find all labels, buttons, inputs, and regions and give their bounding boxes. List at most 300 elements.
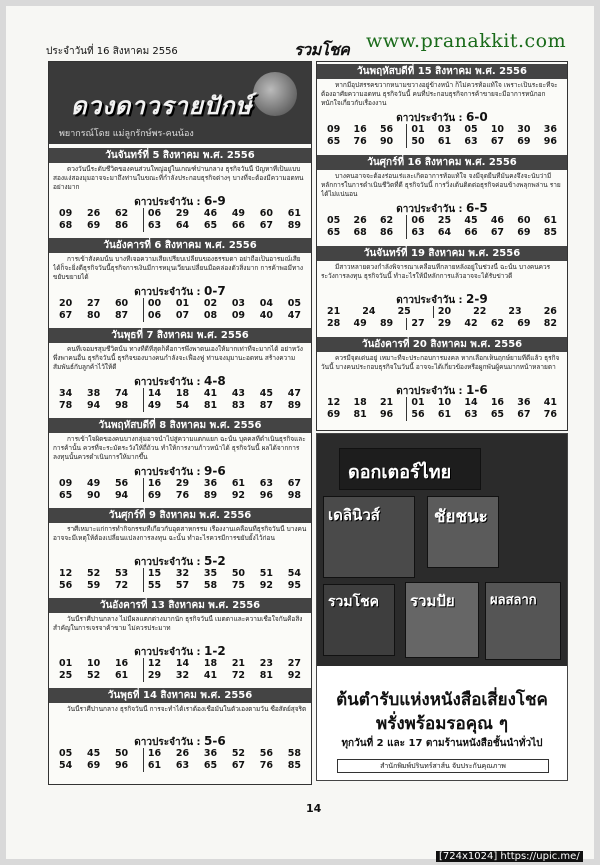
lucky-number: 29: [175, 208, 190, 219]
lucky-number: 12: [327, 397, 341, 408]
day-heading: วันศุกร์ที่ 9 สิงหาคม พ.ศ. 2556: [49, 508, 311, 523]
site-url[interactable]: www.pranakkit.com: [366, 30, 567, 52]
lucky-number: 01: [406, 124, 424, 136]
lucky-number: 10: [86, 658, 101, 669]
lucky-label: ดาวประจำวัน :: [134, 467, 201, 478]
lucky-number: 07: [175, 310, 190, 321]
lucky-number: 67: [59, 310, 73, 321]
lucky-number: 69: [517, 227, 531, 238]
lucky-number: 62: [114, 208, 129, 219]
lucky-number: 09: [231, 310, 246, 321]
magazine-cover: [323, 496, 415, 578]
forecast-text: การเข้าใจผิดของคนบางกลุ่มอาจนำไปสู่ความแตกแยก ฉะนั้น บุคคลที่ดำเนินธุรกิจและการค้านั้น ควรที่จะระมัดระวังให้ถี่ถ้วน ทำให้การงานก้าวหน้าได้ ธุรกิจวันนี้ ผลได้จากการลงทุนนั้นควรดำเนินการให้มากขึ้น: [53, 435, 306, 461]
lucky-number: 47: [287, 388, 301, 399]
lucky-number: 24: [362, 306, 376, 317]
lucky-number: 62: [490, 318, 505, 329]
lucky-number: 94: [114, 490, 129, 501]
lucky-number: 41: [203, 388, 218, 399]
number-row: [59, 208, 301, 220]
lucky-number: 54: [175, 400, 190, 411]
page-number: 14: [306, 802, 322, 815]
lucky-number: 65: [203, 760, 218, 771]
number-row: [59, 670, 301, 682]
left-column: [48, 61, 312, 785]
lucky-number: 27: [287, 658, 301, 669]
forecast-text: วันนี้ราศีปานกลาง ธุรกิจวันนี้ การจะทำได้เราต้องเชื่อมั่นในตัวเองตามวัน ซื่อสัตย์สุจริต: [67, 705, 307, 713]
lucky-number: 09: [59, 478, 73, 489]
lucky-number: 50: [406, 136, 424, 148]
lucky-number: 36: [203, 478, 218, 489]
lucky-number: 25: [437, 215, 452, 226]
lucky-number: 18: [353, 397, 367, 408]
lucky-number: 89: [287, 220, 301, 231]
lucky-number: 61: [231, 478, 246, 489]
lucky-number: 66: [464, 227, 478, 238]
lucky-number: 32: [175, 670, 190, 681]
lucky-number: 86: [379, 227, 394, 238]
lucky-number: 68: [59, 220, 73, 231]
number-row: [59, 478, 301, 490]
lucky-number: 00: [143, 298, 161, 310]
lucky-number: 15: [143, 568, 161, 580]
lucky-number: 36: [543, 124, 557, 135]
lucky-number: 96: [114, 760, 129, 771]
lucky-number: 60: [517, 215, 531, 226]
day-heading: วันพุธที่ 14 สิงหาคม พ.ศ. 2556: [49, 688, 311, 703]
right-column: [316, 61, 568, 431]
number-grid: [327, 215, 557, 239]
lucky-number: 75: [231, 580, 246, 591]
magazine-title: ชัยชนะ: [434, 507, 488, 527]
lucky-number: 10: [437, 397, 452, 408]
banner-subtitle: พยากรณ์โดย แม่ลูกรักษ์พร-คนน้อง: [59, 129, 194, 139]
lucky-number: 76: [259, 760, 274, 771]
forecast-text: ควรมีจุดเด่นอยู่ เหมาะที่จะประกอบการมงคล หากเลือกเห็นฤกษ์ยามที่ดีแล้ว ธุรกิจวันนี้ บางคนประกอบธุรกิจในวันนี้ อาจจะได้เกี่ยวข้องหรือผูกพันผู้คนมากหน้าหลายตา: [321, 354, 560, 371]
ad-days: ทุกวันที่ 2 และ 17 ตามร้านหนังสือชั้นนำทั่วไป: [341, 738, 543, 749]
lucky-number: 25: [397, 306, 411, 317]
lucky-number: 76: [543, 409, 557, 420]
lucky-value: 6-0: [466, 110, 488, 124]
lucky-number: 81: [203, 400, 218, 411]
lucky-number: 45: [464, 215, 478, 226]
lucky-number: 49: [143, 400, 161, 412]
lucky-number: 85: [287, 760, 301, 771]
number-row: [327, 136, 557, 148]
magazine-cover: [485, 582, 561, 660]
lucky-number: 16: [353, 124, 367, 135]
lucky-label: ดาวประจำวัน :: [134, 647, 201, 658]
lucky-number: 53: [114, 568, 129, 579]
lucky-value: 9-6: [204, 464, 226, 478]
lucky-number: 40: [259, 310, 274, 321]
forecast-text: การเข้าสังคมนั้น บางทีเจอความเสียเปรียบเปลี่ยนของธรรมดา อย่าถือเป็นอารมณ์เสียได้ก็จะยิ่งดีธุรกิจวันนี้ธุรกิจการเงินมีการหมุนเวียนเปลี่ยนมือคล่องตัวสิ่งมาก การค้าพอมีทางขยับขยายได้: [53, 255, 304, 281]
lucky-number: 49: [231, 208, 246, 219]
lucky-number: 80: [86, 310, 101, 321]
brand-name: รวมโชค: [294, 40, 350, 59]
lucky-number: 59: [86, 580, 101, 591]
lucky-number: 36: [517, 397, 531, 408]
lucky-number: 63: [259, 478, 274, 489]
lucky-value: 4-8: [204, 374, 226, 388]
lucky-number: 67: [490, 136, 505, 147]
lucky-number: 57: [175, 580, 190, 591]
number-row: [59, 568, 301, 580]
number-grid: [327, 124, 557, 148]
lucky-number: 58: [203, 580, 218, 591]
lucky-number: 64: [437, 227, 452, 238]
lucky-number: 52: [86, 568, 101, 579]
lucky-number: 65: [203, 220, 218, 231]
lucky-number: 03: [231, 298, 246, 309]
day-heading: วันจันทร์ที่ 19 สิงหาคม พ.ศ. 2556: [317, 246, 567, 261]
number-row: [327, 409, 557, 421]
lucky-number: 05: [287, 298, 301, 309]
newspaper-page: [6, 6, 594, 859]
lucky-number: 16: [114, 658, 129, 669]
lucky-value: 2-9: [466, 292, 488, 306]
lucky-value: 6-9: [204, 194, 226, 208]
lucky-number: 81: [353, 409, 367, 420]
lucky-number: 69: [517, 318, 531, 329]
lucky-number: 89: [203, 490, 218, 501]
lucky-number: 36: [203, 748, 218, 759]
number-grid: [59, 658, 301, 682]
lucky-number: 65: [327, 227, 341, 238]
lucky-number: 05: [327, 215, 341, 226]
lucky-number: 34: [59, 388, 73, 399]
number-row: [59, 220, 301, 232]
lucky-value: 1-6: [466, 383, 488, 397]
number-row: [59, 760, 301, 772]
lucky-value: 1-2: [204, 644, 226, 658]
ad-headline: ต้นตำรับแห่งหนังสือเสี่ยงโชค: [336, 690, 548, 710]
lucky-number: 04: [259, 298, 274, 309]
forecast-text: บางคนอาจจะต้องร่อนเร่และเกิดอาการท้อแท้ใจ จงมีจุดยืนที่มั่นคงจึงจะนับว่ามีหลักการในการดำเนินชีวิตที่ดี ธุรกิจวันนี้ การวิ่งเต้นติดต่อธุรกิจค่อนข้างพลุกพล่าน รายได้ไม่แน่นอน: [321, 172, 561, 198]
lucky-label: ดาวประจำวัน :: [134, 287, 201, 298]
lucky-number: 20: [433, 306, 451, 318]
lucky-number: 69: [517, 136, 531, 147]
lucky-number: 69: [86, 220, 101, 231]
lucky-label: ดาวประจำวัน :: [396, 113, 463, 124]
lucky-number: 87: [114, 310, 129, 321]
lucky-number: 61: [437, 136, 452, 147]
lucky-number: 56: [379, 124, 394, 135]
lucky-number: 63: [175, 760, 190, 771]
lucky-number: 67: [231, 760, 246, 771]
number-row: [59, 388, 301, 400]
lucky-label: ดาวประจำวัน :: [396, 204, 463, 215]
lucky-number: 67: [517, 409, 531, 420]
lucky-number: 67: [287, 478, 301, 489]
lucky-number: 26: [543, 306, 557, 317]
lucky-number: 29: [175, 478, 190, 489]
number-grid: [59, 568, 301, 592]
lucky-number: 25: [59, 670, 73, 681]
lucky-number: 69: [86, 760, 101, 771]
lucky-number: 69: [327, 409, 341, 420]
lucky-number: 01: [59, 658, 73, 669]
lucky-number: 76: [353, 136, 367, 147]
magazine-title: ผลสลาก: [490, 593, 537, 608]
number-row: [327, 318, 557, 330]
lucky-number: 65: [59, 490, 73, 501]
number-row: [59, 490, 301, 502]
lucky-number: 29: [437, 318, 452, 329]
lucky-number: 21: [231, 658, 246, 669]
lucky-number: 92: [287, 670, 301, 681]
day-heading: วันพฤหัสบดีที่ 15 สิงหาคม พ.ศ. 2556: [317, 64, 567, 79]
lucky-number: 98: [287, 490, 301, 501]
lucky-number: 22: [473, 306, 487, 317]
lucky-number: 56: [114, 478, 129, 489]
lucky-number: 12: [143, 658, 161, 670]
lucky-number: 89: [379, 318, 394, 329]
lucky-label: ดาวประจำวัน :: [134, 377, 201, 388]
lucky-number: 46: [490, 215, 505, 226]
lucky-number: 56: [259, 748, 274, 759]
lucky-number: 06: [143, 310, 161, 322]
lucky-number: 81: [259, 670, 274, 681]
lucky-number: 72: [231, 670, 246, 681]
magazine-cover: [323, 584, 395, 656]
day-heading: วันอังคารที่ 6 สิงหาคม พ.ศ. 2556: [49, 238, 311, 253]
lucky-number: 63: [143, 220, 161, 232]
lucky-number: 28: [327, 318, 341, 329]
number-grid: [327, 306, 557, 330]
number-grid: [327, 397, 557, 421]
lucky-label: ดาวประจำวัน :: [396, 386, 463, 397]
lucky-number: 30: [517, 124, 531, 135]
lucky-number: 21: [379, 397, 394, 408]
number-row: [59, 310, 301, 322]
horoscope-banner: [49, 62, 311, 144]
lucky-number: 56: [59, 580, 73, 591]
lucky-label: ดาวประจำวัน :: [396, 295, 463, 306]
lucky-number: 94: [86, 400, 101, 411]
planet-icon: [253, 72, 297, 116]
lucky-number: 83: [231, 400, 246, 411]
lucky-number: 72: [114, 580, 129, 591]
lucky-number: 62: [379, 215, 394, 226]
lucky-number: 41: [203, 670, 218, 681]
number-grid: [59, 748, 301, 772]
lucky-number: 54: [59, 760, 73, 771]
lucky-number: 67: [490, 227, 505, 238]
lucky-number: 23: [508, 306, 522, 317]
lucky-number: 43: [231, 388, 246, 399]
issue-date: ประจำวันที่ 16 สิงหาคม 2556: [46, 46, 178, 57]
lucky-number: 03: [437, 124, 452, 135]
lucky-number: 29: [143, 670, 161, 682]
magazine-title: รวมโชค: [328, 594, 379, 610]
lucky-number: 16: [490, 397, 505, 408]
lucky-number: 45: [259, 388, 274, 399]
lucky-label: ดาวประจำวัน :: [134, 737, 201, 748]
lucky-number: 14: [175, 658, 190, 669]
lucky-number: 49: [353, 318, 367, 329]
lucky-number: 78: [59, 400, 73, 411]
lucky-value: 5-2: [204, 554, 226, 568]
magazine-cover: [427, 496, 499, 568]
lucky-number: 42: [464, 318, 478, 329]
day-heading: วันจันทร์ที่ 5 สิงหาคม พ.ศ. 2556: [49, 148, 311, 163]
magazine-cover: [405, 582, 479, 658]
magazine-title: เดลินิวส์: [328, 506, 380, 524]
lucky-number: 63: [464, 409, 478, 420]
lucky-number: 90: [379, 136, 394, 147]
lucky-number: 50: [231, 568, 246, 579]
number-row: [327, 397, 557, 409]
number-row: [327, 227, 557, 239]
lucky-number: 54: [287, 568, 301, 579]
day-heading: วันพุธที่ 7 สิงหาคม พ.ศ. 2556: [49, 328, 311, 343]
lucky-value: 5-6: [204, 734, 226, 748]
number-grid: [59, 388, 301, 412]
lucky-number: 90: [86, 490, 101, 501]
lucky-number: 61: [543, 215, 557, 226]
forecast-text: ราศีเหมาะแก่การทำกิจกรรมที่เกี่ยวกับอุตสาหกรรม เรื่องงานเคลื่อนที่ธุรกิจวันนี้ บางคนอาจจะมีเหตุให้ต้องเปลี่ยนแปลงการลงทุน ฉะนั้น ทำอะไรควรมีการขยับยั้งไว้ก่อน: [53, 525, 307, 542]
lucky-number: 02: [203, 298, 218, 309]
lucky-number: 23: [259, 658, 274, 669]
lucky-number: 47: [287, 310, 301, 321]
lucky-number: 85: [543, 227, 557, 238]
lucky-number: 51: [259, 568, 274, 579]
lucky-number: 55: [143, 580, 161, 592]
lucky-number: 63: [464, 136, 478, 147]
lucky-number: 87: [259, 400, 274, 411]
lucky-number: 26: [353, 215, 367, 226]
lucky-number: 64: [175, 220, 190, 231]
lucky-number: 16: [143, 748, 161, 760]
forecast-text: วันนี้ราศีปานกลาง ไม่มีผลแตกต่างมากนัก ธุรกิจวันนี้ เมตตาและความเชื่อใจกันคือสิ่งสำคัญในการเจรจาค้าขาย ไม่ควรประมาท: [53, 615, 303, 632]
lucky-number: 06: [406, 215, 424, 227]
lucky-number: 61: [114, 670, 129, 681]
lucky-number: 26: [86, 208, 101, 219]
lucky-number: 60: [259, 208, 274, 219]
lucky-number: 05: [464, 124, 478, 135]
day-heading: วันพฤหัสบดีที่ 8 สิงหาคม พ.ศ. 2556: [49, 418, 311, 433]
lucky-number: 50: [114, 748, 129, 759]
lucky-number: 27: [86, 298, 101, 309]
lucky-number: 98: [114, 400, 129, 411]
number-row: [327, 306, 557, 318]
lucky-number: 69: [143, 490, 161, 502]
number-row: [59, 580, 301, 592]
lucky-number: 58: [287, 748, 301, 759]
lucky-number: 38: [86, 388, 101, 399]
lucky-number: 05: [59, 748, 73, 759]
lucky-number: 65: [327, 136, 341, 147]
lucky-value: 6-5: [466, 201, 488, 215]
number-row: [327, 124, 557, 136]
lucky-number: 21: [327, 306, 341, 317]
lucky-number: 61: [143, 760, 161, 772]
ad-subline: พรั่งพร้อมรอคุณ ๆ: [376, 714, 508, 734]
forecast-text: หากมีอุปสรรคขวากหนามขวางอยู่ข้างหน้า ก็ไม่ควรท้อแท้ใจ เพราะเป็นระยะที่จะต้องอาศัยความอดทน ธุรกิจวันนี้ คนที่ประกอบธุรกิจการค้าขายจะมีอาการหนักอกหนักใจเกี่ยวกับเรื่องงาน: [321, 81, 558, 107]
banner-title: ดวงดาวรายปักษ์: [71, 92, 253, 120]
lucky-number: 89: [287, 400, 301, 411]
forecast-text: ดวงวันนี้ระดับชีวิตของคนส่วนใหญ่อยู่ในเกณฑ์ปานกลาง ธุรกิจวันนี้ ปัญหาที่เป็นแบบสองแง่สองมุมอาจจะมาถึงท่านในขณะที่กำลังประกอบธุรกิจต่างๆ บางที่จะต้องมีความอดทนอย่างมาก: [53, 165, 304, 191]
lucky-number: 20: [59, 298, 73, 309]
lucky-number: 96: [379, 409, 394, 420]
lucky-number: 01: [406, 397, 424, 409]
lucky-number: 35: [203, 568, 218, 579]
lucky-number: 16: [143, 478, 161, 490]
day-heading: วันอังคารที่ 13 สิงหาคม พ.ศ. 2556: [49, 598, 311, 613]
lucky-number: 09: [327, 124, 341, 135]
magazine-photo: [317, 434, 567, 666]
number-grid: [59, 478, 301, 502]
magazine-cover: [339, 448, 481, 490]
lucky-number: 68: [353, 227, 367, 238]
lucky-number: 92: [231, 490, 246, 501]
lucky-number: 74: [114, 388, 129, 399]
lucky-number: 45: [86, 748, 101, 759]
advertisement: [316, 433, 568, 781]
publisher-footer: สำนักพิมพ์ปรินทร์สาส์น จับประกันคุณภาพ: [337, 759, 549, 773]
number-grid: [59, 298, 301, 322]
lucky-number: 12: [59, 568, 73, 579]
lucky-number: 63: [406, 227, 424, 239]
lucky-number: 61: [287, 208, 301, 219]
lucky-number: 26: [175, 748, 190, 759]
lucky-value: 0-7: [204, 284, 226, 298]
lucky-number: 06: [143, 208, 161, 220]
lucky-number: 86: [114, 220, 129, 231]
lucky-number: 60: [114, 298, 129, 309]
lucky-number: 10: [490, 124, 505, 135]
number-row: [327, 215, 557, 227]
lucky-number: 67: [259, 220, 274, 231]
magazine-title: รวมปัย: [410, 592, 455, 610]
lucky-number: 49: [86, 478, 101, 489]
lucky-number: 82: [543, 318, 557, 329]
lucky-number: 92: [259, 580, 274, 591]
lucky-number: 52: [231, 748, 246, 759]
lucky-number: 96: [543, 136, 557, 147]
lucky-number: 66: [231, 220, 246, 231]
lucky-number: 76: [175, 490, 190, 501]
day-heading: วันศุกร์ที่ 16 สิงหาคม พ.ศ. 2556: [317, 155, 567, 170]
lucky-number: 01: [175, 298, 190, 309]
day-heading: วันอังคารที่ 20 สิงหาคม พ.ศ. 2556: [317, 337, 567, 352]
lucky-number: 27: [406, 318, 424, 330]
watermark-url: [724x1024] https://upic.me/: [436, 851, 583, 862]
magazine-title: ดอกเตอร์ไทย: [348, 462, 452, 483]
forecast-text: คนที่เจอมรสุมชีวิตนั้น ทางที่ดีที่สุดก็คือการพึ่งพาตนเองให้มากเท่าที่จะมากได้ อย่าหวังพึ่งพาคนอื่น ธุรกิจวันนี้ ธุรกิจของบางคนกำลังจะเฟื่องฟู ท่านจงมุมานะอดทน สร้างความสัมพันธ์กับลูกค้าไว้ให้ดี: [53, 345, 303, 371]
number-row: [59, 748, 301, 760]
lucky-number: 95: [287, 580, 301, 591]
lucky-number: 14: [464, 397, 478, 408]
lucky-number: 56: [406, 409, 424, 421]
lucky-number: 65: [490, 409, 505, 420]
lucky-number: 14: [143, 388, 161, 400]
lucky-number: 61: [437, 409, 452, 420]
lucky-number: 96: [259, 490, 274, 501]
lucky-number: 18: [203, 658, 218, 669]
lucky-label: ดาวประจำวัน :: [134, 557, 201, 568]
forecast-text: มีสาวหลายดวงกำลังพิจารณาเคลื่อนที่กลายหลังอยู่ในช่วงนี้ ฉะนั้น บางคนควรระวังการลงทุน ธุรกิจวันนี้ ทำอะไรให้มีหลักการแล้วอาจจะได้รับข่าวดี: [321, 263, 551, 280]
lucky-number: 08: [203, 310, 218, 321]
lucky-number: 41: [543, 397, 557, 408]
lucky-number: 46: [203, 208, 218, 219]
number-row: [59, 400, 301, 412]
lucky-number: 18: [175, 388, 190, 399]
lucky-number: 32: [175, 568, 190, 579]
lucky-label: ดาวประจำวัน :: [134, 197, 201, 208]
number-row: [59, 658, 301, 670]
lucky-number: 52: [86, 670, 101, 681]
